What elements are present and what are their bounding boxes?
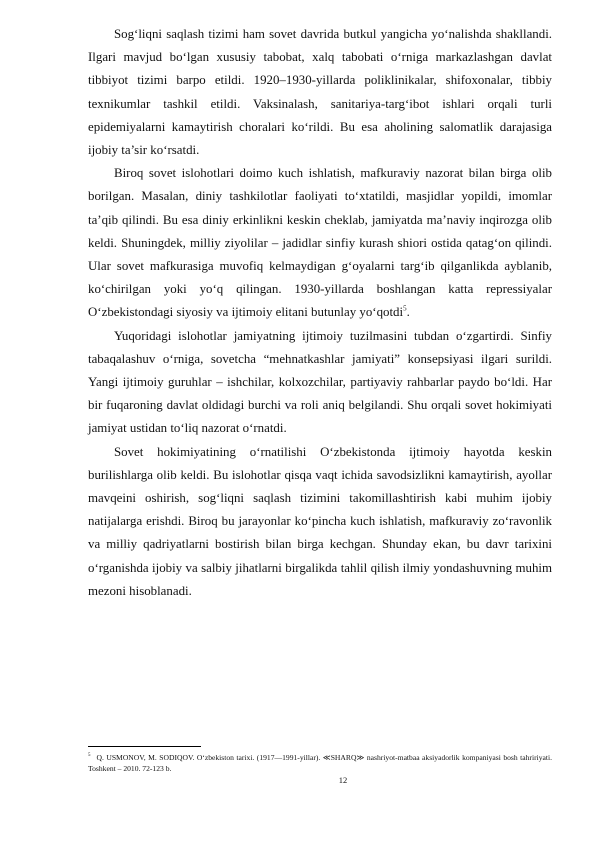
footnote-separator: [88, 746, 201, 747]
paragraph-healthcare: Sog‘liqni saqlash tizimi ham sovet davrida butkul yangicha yo‘nalishda shakllandi. Ilgari mavjud bo‘lgan xususiy tabobat, xalq tabobati o‘rniga markazlashgan davlat tibbiyot tizimi barpo etildi. 1920–1930-yillarda poliklinikalar, shifoxonalar, tibbiy texnikumlar tashkil etildi. Vaksinalash, sanitariya-targ‘ibot ishlari orqali turli epidemiyalarni kamaytirish choralari ko‘rildi. Bu esa aholining salomatlik darajasiga ijobiy ta’sir ko‘rsatdi.: [88, 27, 552, 158]
paragraph-conclusion: Sovet hokimiyatining o‘rnatilishi O‘zbekistonda ijtimoiy hayotda keskin burilishlarga olib keldi. Bu islohotlar qisqa vaqt ichida savodsizlikni kamaytirish, ayollar mavqeini oshirish, sog‘liqni saqlash tizimini takomillashtirish kabi muhim ijobiy natijalarga erishdi. Biroq bu jarayonlar ko‘pincha kuch ishlatish, mafkuraviy zo‘ravonlik va milliy qadriyatlarni bostirish bilan birga kechgan. Shunday ekan, bu davr tarixini o‘rganishda ijobiy va salbiy jihatlarni birgalikda tahlil qilish ilmiy yondashuvning muhim mezoni hisoblanadi.: [88, 444, 552, 598]
paragraph-repression-text: Biroq sovet islohotlari doimo kuch ishlatish, mafkuraviy nazorat bilan birga olib borilgan. Masalan, diniy tashkilotlar faoliyati to‘xtatildi, masjidlar yopildi, imomlar ta’qib qilindi. Bu esa diniy erkinlikni keskin cheklab, jamiyatda ma’naviy inqirozga olib keldi. Shuningdek, milliy ziyolilar – jadidlar sinfiy kurash shiori ostida qatag‘on qilindi. Ular sovet mafkurasiga muvofiq kelmaydigan g‘oyalarni targ‘ib qilganlikda ayblanib, ko‘chirilgan yoki yo‘q qilingan. 1930-yillarda boshlangan katta repressiyalar O‘zbekistondagi siyosiy va ijtimoiy elitani butunlay yo‘qotdi: [88, 166, 552, 320]
paragraph-repression-tail: .: [406, 305, 410, 320]
paragraph-social-structure: Yuqoridagi islohotlar jamiyatning ijtimoiy tuzilmasini tubdan o‘zgartirdi. Sinfiy tabaqalashuv o‘rniga, sovetcha “mehnatkashlar jamiyati” konsepsiyasi ilgari surildi. Yangi ijtimoiy guruhlar – ishchilar, kolxozchilar, partiyaviy rahbarlar paydo bo‘ldi. Har bir fuqaroning davlat oldidagi burchi va roli aniq belgilandi. Shu orqali sovet hokimiyati jamiyat ustidan to‘liq nazorat o‘rnatdi.: [88, 328, 552, 436]
footnote-number: 5: [88, 753, 91, 759]
footnote-reference[interactable]: 5: [403, 305, 407, 314]
footnote-text: Q. USMONOV, M. SODIQOV. O‘zbekiston tarixi. (1917—1991-yillar). ≪SHARQ≫ nashriyot-matbaa aksiyadorlik kompaniyasi bosh tahririyati. Toshkent – 2010. 72-123 b.: [88, 753, 552, 774]
paragraph-repression: [88, 162, 552, 324]
page-number: 12: [338, 775, 348, 785]
footnote: [88, 752, 552, 774]
page-body: [88, 23, 552, 603]
